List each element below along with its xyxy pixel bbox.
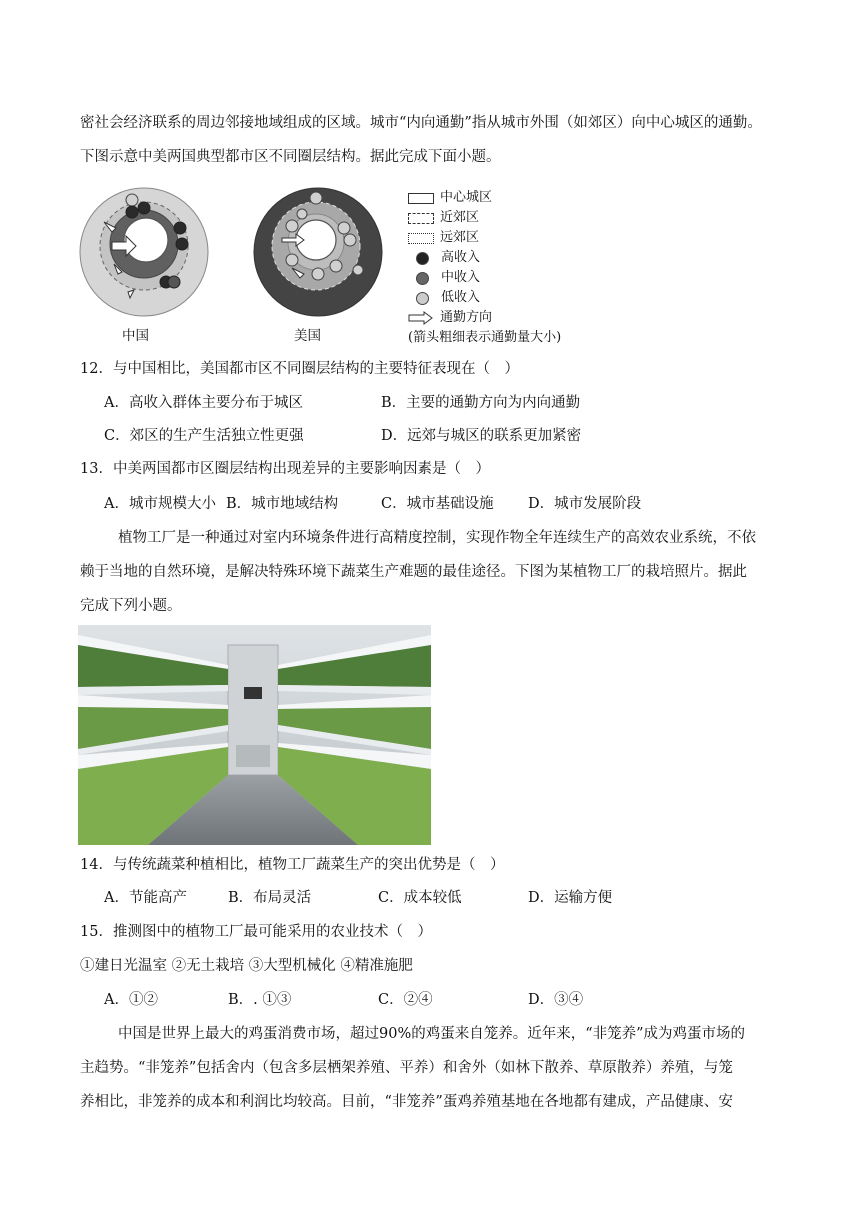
- high-income-dot: [416, 252, 429, 265]
- near-swatch: [408, 213, 434, 224]
- q12-option-a: A．高收入群体主要分布于城区: [104, 395, 303, 411]
- china-label: 中国: [122, 328, 149, 344]
- legend-low-label: 低收入: [441, 290, 481, 305]
- legend-near-label: 近郊区: [440, 210, 480, 225]
- q14-option-c: C．成本较低: [378, 890, 462, 906]
- far-swatch: [408, 233, 434, 244]
- q14-option-a: A．节能高产: [104, 890, 187, 906]
- passage2-line-2: 赖于当地的自然环境，是解决特殊环境下蔬菜生产难题的最佳途径。下图为某植物工厂的栽培照片。据此: [80, 564, 747, 580]
- q13-option-c: C．城市基础设施: [381, 496, 494, 512]
- legend-far-label: 远郊区: [440, 230, 480, 245]
- passage2-line-3: 完成下列小题。: [80, 598, 182, 614]
- legend-near: [408, 210, 479, 226]
- plant-factory-illustration: [78, 625, 431, 845]
- mid-income-dot: [416, 272, 429, 285]
- q12-option-d: D．远郊与城区的联系更加紧密: [381, 428, 582, 444]
- q13-option-a: A．城市规模大小: [104, 496, 216, 512]
- legend-arrow-label: 通勤方向: [440, 310, 493, 325]
- arrow-icon: [408, 311, 434, 325]
- legend-arrow: [408, 310, 492, 326]
- legend-low: [408, 290, 480, 306]
- legend-center-label: 中心城区: [440, 190, 493, 205]
- q15-stem: 15．推测图中的植物工厂最可能采用的农业技术（ ）: [80, 924, 432, 940]
- q12-option-c: C．郊区的生产生活独立性更强: [104, 428, 304, 444]
- usa-label: 美国: [294, 328, 321, 344]
- passage3-line-2: 主趋势。“非笼养”包括舍内（包含多层栖架养殖、平养）和舍外（如林下散养、草原散养）养殖，与笼: [80, 1060, 733, 1076]
- usa-ring-diagram: [254, 188, 382, 316]
- q14-option-b: B．布局灵活: [228, 890, 312, 906]
- urban-ring-diagram: [78, 186, 562, 345]
- intro-line-1: 密社会经济联系的周边邻接地域组成的区域。城市“内向通勤”指从城市外围（如郊区）向中心城区的通勤。: [80, 115, 762, 131]
- low-income-dot: [416, 292, 429, 305]
- legend-center: [408, 190, 492, 206]
- plant-factory-photo: [78, 625, 431, 845]
- q13-option-b: B．城市地域结构: [226, 496, 339, 512]
- q15-option-a: A．①②: [104, 992, 158, 1008]
- q13-stem: 13．中美两国都市区圈层结构出现差异的主要影响因素是（ ）: [80, 461, 490, 477]
- legend: [408, 190, 608, 350]
- ring-diagrams-svg: [78, 186, 388, 326]
- q15-option-d: D．③④: [528, 992, 584, 1008]
- legend-high: [408, 250, 480, 266]
- china-ring-diagram: [80, 188, 208, 316]
- center-swatch: [408, 193, 434, 204]
- intro-line-2: 下图示意中美两国典型都市区不同圈层结构。据此完成下面小题。: [80, 149, 501, 165]
- q12-option-b: B．主要的通勤方向为内向通勤: [381, 395, 581, 411]
- q14-option-d: D．运输方便: [528, 890, 613, 906]
- legend-note: (箭头粗细表示通勤量大小): [408, 330, 562, 345]
- passage3-line-3: 养相比，非笼养的成本和利润比均较高。目前，“非笼养”蛋鸡养殖基地在各地都有建成，产品健康、安: [80, 1094, 733, 1110]
- q14-stem: 14．与传统蔬菜种植相比，植物工厂蔬菜生产的突出优势是（ ）: [80, 857, 505, 873]
- legend-far: [408, 230, 479, 246]
- legend-mid: [408, 270, 480, 286]
- q12-stem: 12．与中国相比，美国都市区不同圈层结构的主要特征表现在（ ）: [80, 361, 519, 377]
- q15-option-b: B．. ①③: [228, 992, 292, 1008]
- legend-mid-label: 中收入: [441, 270, 481, 285]
- q13-option-d: D．城市发展阶段: [528, 496, 642, 512]
- passage3-line-1: 中国是世界上最大的鸡蛋消费市场，超过90%的鸡蛋来自笼养。近年来，“非笼养”成为鸡蛋市场的: [118, 1026, 746, 1042]
- legend-high-label: 高收入: [441, 250, 481, 265]
- passage2-line-1: 植物工厂是一种通过对室内环境条件进行高精度控制，实现作物全年连续生产的高效农业系统，不依: [118, 530, 756, 546]
- q15-items: ①建日光温室 ②无土栽培 ③大型机械化 ④精准施肥: [80, 958, 413, 974]
- q15-option-c: C．②④: [378, 992, 433, 1008]
